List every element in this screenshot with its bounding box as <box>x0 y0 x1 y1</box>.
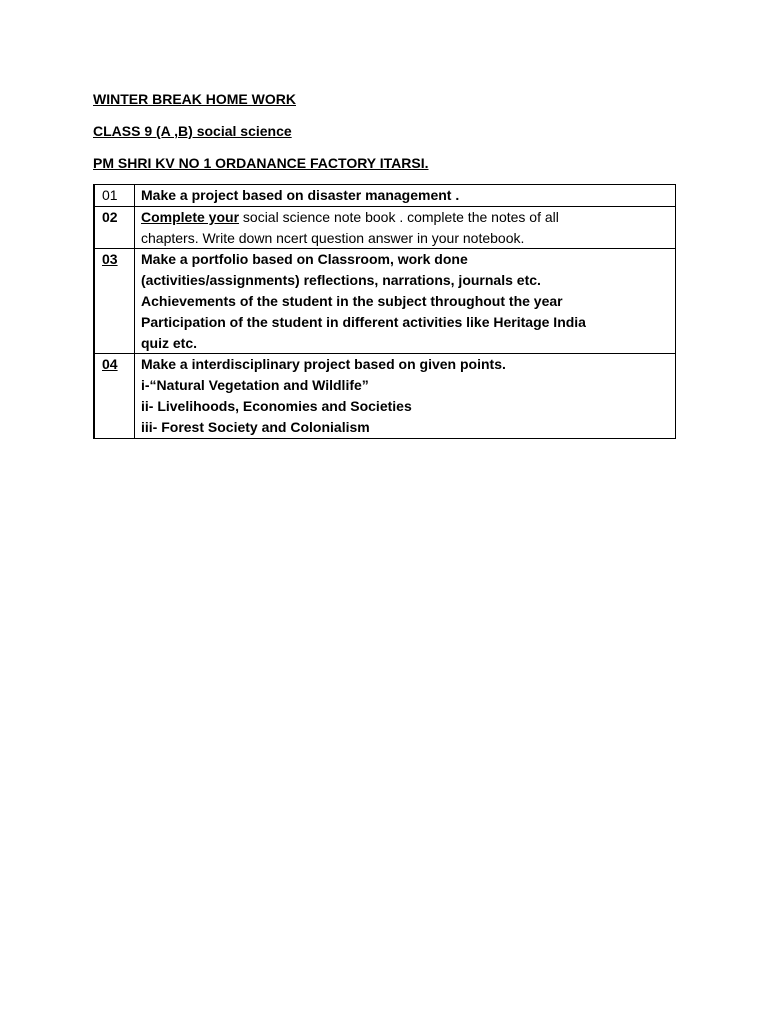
row-task <box>135 249 676 354</box>
row-task <box>135 354 676 438</box>
row-number: 02 <box>95 206 135 249</box>
task-line: Achievements of the student in the subject throughout the year <box>141 292 563 309</box>
school-name: PM SHRI KV NO 1 ORDANANCE FACTORY ITARSI. <box>93 155 429 171</box>
homework-title: WINTER BREAK HOME WORK <box>93 91 296 107</box>
task-line <box>141 207 671 228</box>
class-subject-line: CLASS 9 (A ,B) social science <box>93 123 292 139</box>
table-row <box>94 249 676 354</box>
row-task <box>135 206 676 249</box>
table-row <box>94 185 676 207</box>
task-lead-text: Complete your <box>141 208 240 225</box>
task-line: Make a project based on disaster management . <box>141 187 460 203</box>
row-number: 01 <box>95 185 135 207</box>
task-rest-text: social science note book . complete the notes of all <box>239 208 559 225</box>
task-line: Make a portfolio based on Classroom, work done <box>141 251 468 268</box>
table-row <box>94 354 676 438</box>
task-line: Participation of the student in different activities like Heritage India <box>141 313 586 330</box>
row-number: 03 <box>95 249 135 354</box>
task-line: quiz etc. <box>141 334 198 351</box>
homework-table <box>93 184 676 439</box>
task-line: ii- Livelihoods, Economies and Societies <box>141 397 412 414</box>
row-task <box>135 185 676 207</box>
task-line: iii- Forest Society and Colonialism <box>141 418 370 435</box>
table-row <box>94 206 676 249</box>
task-line: Make a interdisciplinary project based on given points. <box>141 356 506 373</box>
task-line: chapters. Write down ncert question answer in your notebook. <box>141 229 525 246</box>
task-line: (activities/assignments) reflections, narrations, journals etc. <box>141 272 541 289</box>
task-line: i-“Natural Vegetation and Wildlife” <box>141 377 369 394</box>
row-number: 04 <box>95 354 135 438</box>
